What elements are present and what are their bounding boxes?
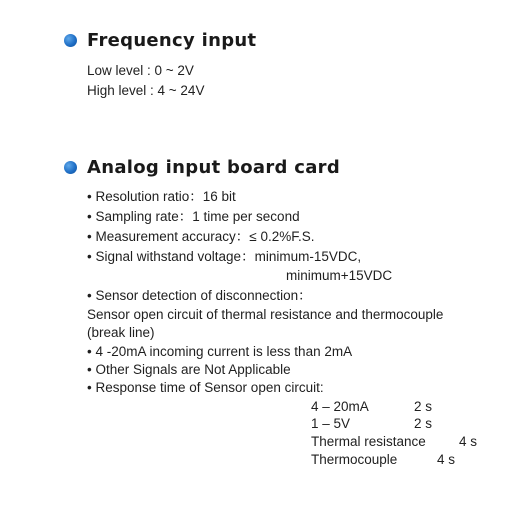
analog-input-title: Analog input board card [87, 157, 341, 178]
response-signal: 4 – 20mA [311, 399, 369, 414]
response-time-text: • Response time of Sensor open circuit: [87, 380, 324, 395]
resolution-text: • Resolution ratio：16 bit [87, 189, 236, 204]
sensor-open-circuit-text: Sensor open circuit of thermal resistance and thermocouple [87, 307, 444, 322]
sampling-rate-text: • Sampling rate：1 time per second [87, 209, 300, 224]
analog-input-header [64, 157, 340, 178]
blue-dot-icon [64, 161, 77, 174]
blue-dot-icon [64, 34, 77, 47]
response-time: 2 s [414, 416, 433, 431]
frequency-input-title: Frequency input [87, 30, 257, 51]
high-level-text: High level : 4 ~ 24V [87, 83, 205, 98]
response-time: 4 s [437, 452, 456, 467]
break-line-text: (break line) [87, 325, 155, 340]
response-signal: 1 – 5V [311, 416, 351, 431]
sensor-detection-text: • Sensor detection of disconnection： [87, 288, 312, 303]
frequency-input-header [64, 30, 256, 51]
response-signal: Thermal resistance [311, 434, 426, 449]
response-signal: Thermocouple [311, 452, 398, 467]
withstand-voltage-continued: minimum+15VDC [286, 268, 393, 283]
response-time: 4 s [459, 434, 478, 449]
measurement-accuracy-text: • Measurement accuracy：≤ 0.2%F.S. [87, 229, 315, 244]
other-signals-text: • Other Signals are Not Applicable [87, 362, 291, 377]
response-time: 2 s [414, 399, 433, 414]
incoming-current-text: • 4 -20mA incoming current is less than 2mA [87, 344, 353, 359]
withstand-voltage-text: • Signal withstand voltage：minimum-15VDC, [87, 249, 362, 264]
low-level-text: Low level : 0 ~ 2V [87, 63, 194, 78]
